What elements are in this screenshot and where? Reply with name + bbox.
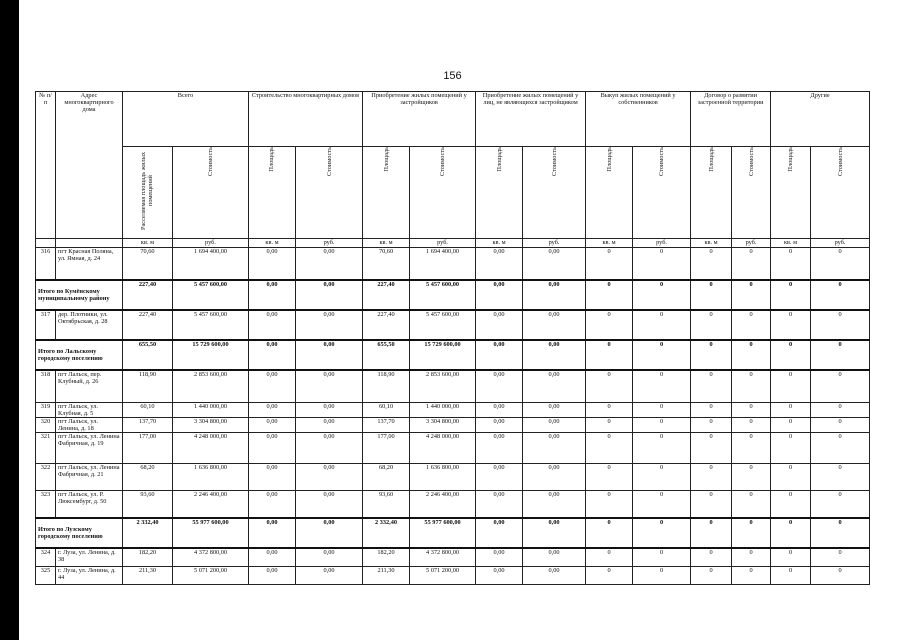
value-cell: 0 xyxy=(732,491,771,519)
subtotal-label: Итого по Лальскому городскому поселению xyxy=(36,340,123,370)
value-cell: 55 977 600,00 xyxy=(173,518,249,548)
col-header-sub-label: Стоимость xyxy=(325,147,333,177)
value-cell: 0 xyxy=(586,310,633,340)
value-cell: 0 xyxy=(771,491,811,519)
value-cell: 5 457 600,00 xyxy=(173,310,249,340)
value-cell: 0,00 xyxy=(476,567,523,585)
row-number: 316 xyxy=(36,248,56,281)
subtotal-label: Итого по Кумёнскому муниципальному району xyxy=(36,280,123,310)
col-header-sub-label: Стоимость xyxy=(836,147,844,177)
row-number: 320 xyxy=(36,418,56,433)
value-cell: 2 853 600,00 xyxy=(173,370,249,403)
value-cell: 2 246 400,00 xyxy=(173,491,249,519)
value-cell: 0 xyxy=(586,280,633,310)
value-cell: 0 xyxy=(691,567,732,585)
value-cell: 0,00 xyxy=(523,310,586,340)
value-cell: 0 xyxy=(633,464,691,491)
value-cell: 0,00 xyxy=(523,248,586,281)
value-cell: 0,00 xyxy=(523,280,586,310)
value-cell: 68,20 xyxy=(123,464,173,491)
col-header-sub xyxy=(476,147,523,239)
value-cell: 0,00 xyxy=(476,340,523,370)
value-cell: 0,00 xyxy=(296,280,363,310)
unit-label: руб. xyxy=(523,239,586,248)
row-number: 322 xyxy=(36,464,56,491)
value-cell: 211,30 xyxy=(363,567,410,585)
col-header-sub-label: Площадь xyxy=(382,147,390,172)
group-header-other: Другие xyxy=(771,92,870,147)
col-header-sub-label: Площадь xyxy=(495,147,503,172)
value-cell: 2 853 600,00 xyxy=(410,370,476,403)
row-address: пгт Красная Поляна, ул. Ямная, д. 24 xyxy=(56,248,123,281)
value-cell: 2 246 400,00 xyxy=(410,491,476,519)
value-cell: 3 304 800,00 xyxy=(173,418,249,433)
unit-label: руб. xyxy=(811,239,870,248)
value-cell: 0 xyxy=(811,310,870,340)
value-cell: 0,00 xyxy=(296,340,363,370)
value-cell: 0 xyxy=(633,310,691,340)
value-cell: 0 xyxy=(771,403,811,418)
value-cell: 0,00 xyxy=(523,433,586,464)
value-cell: 0,00 xyxy=(476,433,523,464)
col-header-sub xyxy=(410,147,476,239)
value-cell: 0 xyxy=(811,403,870,418)
value-cell: 0 xyxy=(771,248,811,281)
table-row xyxy=(36,548,870,567)
value-cell: 0 xyxy=(811,340,870,370)
units-cell-empty xyxy=(56,239,123,248)
value-cell: 2 332,40 xyxy=(123,518,173,548)
value-cell: 0 xyxy=(691,403,732,418)
value-cell: 0 xyxy=(586,567,633,585)
value-cell: 0,00 xyxy=(523,567,586,585)
row-address: пгт Лальск, ул. Р. Люксембург, д. 50 xyxy=(56,491,123,519)
row-address: г. Луза, ул. Ленина, д. 44 xyxy=(56,567,123,585)
table-row xyxy=(36,464,870,491)
value-cell: 0 xyxy=(732,548,771,567)
value-cell: 0 xyxy=(771,280,811,310)
value-cell: 227,40 xyxy=(363,280,410,310)
value-cell: 0,00 xyxy=(476,403,523,418)
col-header-sub-label: Стоимость xyxy=(747,147,755,177)
col-header-sub-label: Стоимость xyxy=(550,147,558,177)
col-header-sub-label: Расселяемая площадь жилых помещений xyxy=(140,152,155,230)
value-cell: 0,00 xyxy=(296,248,363,281)
value-cell: 0,00 xyxy=(523,464,586,491)
value-cell: 0,00 xyxy=(249,464,296,491)
table-row xyxy=(36,418,870,433)
value-cell: 0,00 xyxy=(296,518,363,548)
table-row xyxy=(36,310,870,340)
value-cell: 137,70 xyxy=(363,418,410,433)
header-row-groups xyxy=(36,92,870,147)
value-cell: 0,00 xyxy=(476,418,523,433)
value-cell: 1 440 000,00 xyxy=(173,403,249,418)
group-header-buyout: Выкуп жилых помещений у собственников xyxy=(586,92,691,147)
col-header-sub xyxy=(732,147,771,239)
unit-label: кв. м xyxy=(249,239,296,248)
subtotal-row xyxy=(36,280,870,310)
value-cell: 5 457 600,00 xyxy=(410,310,476,340)
value-cell: 0,00 xyxy=(249,548,296,567)
value-cell: 0 xyxy=(633,491,691,519)
value-cell: 1 636 800,00 xyxy=(410,464,476,491)
units-cell-empty xyxy=(36,239,56,248)
value-cell: 0 xyxy=(633,403,691,418)
value-cell: 0,00 xyxy=(249,248,296,281)
col-header-sub xyxy=(811,147,870,239)
table-row xyxy=(36,248,870,281)
value-cell: 0 xyxy=(691,491,732,519)
value-cell: 0,00 xyxy=(476,248,523,281)
value-cell: 0 xyxy=(771,418,811,433)
value-cell: 0 xyxy=(691,464,732,491)
unit-label: кв. м xyxy=(363,239,410,248)
subtotal-label: Итого по Лузскому городскому поселению xyxy=(36,518,123,548)
value-cell: 0 xyxy=(586,548,633,567)
value-cell: 0 xyxy=(732,518,771,548)
value-cell: 0 xyxy=(771,340,811,370)
value-cell: 0 xyxy=(633,518,691,548)
value-cell: 1 694 400,00 xyxy=(173,248,249,281)
value-cell: 182,20 xyxy=(363,548,410,567)
value-cell: 0 xyxy=(633,280,691,310)
value-cell: 177,00 xyxy=(363,433,410,464)
value-cell: 0,00 xyxy=(296,370,363,403)
value-cell: 655,50 xyxy=(123,340,173,370)
value-cell: 0 xyxy=(811,370,870,403)
col-header-sub xyxy=(523,147,586,239)
value-cell: 0 xyxy=(811,518,870,548)
col-header-sub xyxy=(691,147,732,239)
value-cell: 0 xyxy=(691,310,732,340)
value-cell: 0,00 xyxy=(296,464,363,491)
value-cell: 0 xyxy=(586,340,633,370)
row-address: пгт Лальск, пер. Клубный, д. 26 xyxy=(56,370,123,403)
value-cell: 0 xyxy=(586,491,633,519)
value-cell: 118,90 xyxy=(123,370,173,403)
unit-label: кв. м xyxy=(476,239,523,248)
col-header-sub-label: Площадь xyxy=(707,147,715,172)
value-cell: 0 xyxy=(811,548,870,567)
col-header-address: Адрес многоквартирного дома xyxy=(56,92,123,239)
unit-label: руб. xyxy=(633,239,691,248)
value-cell: 0 xyxy=(586,464,633,491)
value-cell: 0,00 xyxy=(296,433,363,464)
table-body xyxy=(36,248,870,585)
header-row-subcolumns xyxy=(36,147,870,239)
value-cell: 0 xyxy=(691,518,732,548)
value-cell: 0,00 xyxy=(249,403,296,418)
row-address: дер. Плотники, ул. Октябрьская, д. 28 xyxy=(56,310,123,340)
row-number: 325 xyxy=(36,567,56,585)
value-cell: 0 xyxy=(771,370,811,403)
col-header-sub-label: Площадь xyxy=(787,147,795,172)
col-header-sub xyxy=(586,147,633,239)
value-cell: 0 xyxy=(732,567,771,585)
value-cell: 0,00 xyxy=(249,340,296,370)
unit-label: кв. м xyxy=(771,239,811,248)
value-cell: 0 xyxy=(771,548,811,567)
value-cell: 2 332,40 xyxy=(363,518,410,548)
row-address: пгт Лальск, ул. Ленина Фабричная, д. 19 xyxy=(56,433,123,464)
row-address: пгт Лальск, ул. Клубная, д. 5 xyxy=(56,403,123,418)
value-cell: 0 xyxy=(732,464,771,491)
value-cell: 4 248 000,00 xyxy=(410,433,476,464)
value-cell: 0,00 xyxy=(249,518,296,548)
value-cell: 0 xyxy=(633,567,691,585)
value-cell: 0 xyxy=(771,433,811,464)
unit-label: руб. xyxy=(173,239,249,248)
value-cell: 93,60 xyxy=(123,491,173,519)
value-cell: 0 xyxy=(633,248,691,281)
col-header-sub-label: Площадь xyxy=(268,147,276,172)
value-cell: 0 xyxy=(633,370,691,403)
value-cell: 0 xyxy=(732,310,771,340)
value-cell: 0 xyxy=(811,418,870,433)
value-cell: 0,00 xyxy=(296,567,363,585)
value-cell: 211,30 xyxy=(123,567,173,585)
value-cell: 0 xyxy=(732,370,771,403)
value-cell: 68,20 xyxy=(363,464,410,491)
value-cell: 0,00 xyxy=(296,548,363,567)
row-address: пгт Лальск, ул. Ленина, д. 18 xyxy=(56,418,123,433)
value-cell: 70,60 xyxy=(363,248,410,281)
value-cell: 4 372 800,00 xyxy=(410,548,476,567)
value-cell: 0 xyxy=(691,248,732,281)
group-header-total: Всего xyxy=(123,92,249,147)
value-cell: 0,00 xyxy=(523,548,586,567)
row-number: 321 xyxy=(36,433,56,464)
value-cell: 5 071 200,00 xyxy=(173,567,249,585)
row-number: 317 xyxy=(36,310,56,340)
row-number: 324 xyxy=(36,548,56,567)
value-cell: 5 071 200,00 xyxy=(410,567,476,585)
col-header-sub-label: Стоимость xyxy=(206,147,214,177)
value-cell: 0 xyxy=(586,418,633,433)
value-cell: 0,00 xyxy=(476,280,523,310)
value-cell: 0,00 xyxy=(476,491,523,519)
value-cell: 0 xyxy=(691,340,732,370)
value-cell: 0 xyxy=(811,280,870,310)
value-cell: 0,00 xyxy=(476,548,523,567)
value-cell: 0 xyxy=(811,464,870,491)
group-header-purchase-non-developers: Приобретение жилых помещений у лиц, не являющихся застройщиком xyxy=(476,92,586,147)
group-header-development-agreement: Договор о развитии застроенной территории xyxy=(691,92,771,147)
scan-edge-bar xyxy=(0,0,19,640)
value-cell: 0 xyxy=(732,403,771,418)
subtotal-row xyxy=(36,340,870,370)
row-number: 319 xyxy=(36,403,56,418)
value-cell: 0 xyxy=(633,340,691,370)
col-header-sub xyxy=(173,147,249,239)
col-header-sub xyxy=(296,147,363,239)
col-header-sub-label: Площадь xyxy=(605,147,613,172)
col-header-sub xyxy=(633,147,691,239)
value-cell: 0 xyxy=(811,567,870,585)
value-cell: 0 xyxy=(732,418,771,433)
value-cell: 93,60 xyxy=(363,491,410,519)
row-number: 323 xyxy=(36,491,56,519)
header-row-units xyxy=(36,239,870,248)
subtotal-row xyxy=(36,518,870,548)
value-cell: 0,00 xyxy=(476,310,523,340)
value-cell: 1 440 000,00 xyxy=(410,403,476,418)
value-cell: 0 xyxy=(691,280,732,310)
value-cell: 0 xyxy=(732,280,771,310)
unit-label: руб. xyxy=(732,239,771,248)
value-cell: 60,10 xyxy=(123,403,173,418)
unit-label: кв. м xyxy=(691,239,732,248)
value-cell: 0 xyxy=(771,518,811,548)
value-cell: 0 xyxy=(771,464,811,491)
value-cell: 182,20 xyxy=(123,548,173,567)
value-cell: 0,00 xyxy=(249,310,296,340)
value-cell: 0,00 xyxy=(523,403,586,418)
value-cell: 0,00 xyxy=(296,418,363,433)
group-header-construction: Строительство многоквартирных домов xyxy=(249,92,363,147)
value-cell: 3 304 800,00 xyxy=(410,418,476,433)
value-cell: 0,00 xyxy=(476,518,523,548)
value-cell: 70,60 xyxy=(123,248,173,281)
value-cell: 0,00 xyxy=(296,491,363,519)
value-cell: 177,00 xyxy=(123,433,173,464)
value-cell: 0,00 xyxy=(523,418,586,433)
value-cell: 4 372 800,00 xyxy=(173,548,249,567)
unit-label: кв. м xyxy=(586,239,633,248)
row-address: пгт Лальск, ул. Ленина Фабричная, д. 21 xyxy=(56,464,123,491)
value-cell: 0,00 xyxy=(523,340,586,370)
value-cell: 0 xyxy=(633,418,691,433)
value-cell: 227,40 xyxy=(123,310,173,340)
value-cell: 118,90 xyxy=(363,370,410,403)
col-header-sub xyxy=(363,147,410,239)
value-cell: 0 xyxy=(732,340,771,370)
row-address: г. Луза, ул. Ленина, д. 38 xyxy=(56,548,123,567)
value-cell: 0 xyxy=(811,491,870,519)
value-cell: 0 xyxy=(732,433,771,464)
value-cell: 137,70 xyxy=(123,418,173,433)
col-header-sub xyxy=(123,147,173,239)
page-number: 156 xyxy=(443,70,462,82)
value-cell: 1 694 400,00 xyxy=(410,248,476,281)
value-cell: 0 xyxy=(586,370,633,403)
table-row xyxy=(36,370,870,403)
value-cell: 0 xyxy=(732,248,771,281)
value-cell: 0,00 xyxy=(296,403,363,418)
table-row xyxy=(36,491,870,519)
resettlement-table xyxy=(35,91,870,585)
value-cell: 0,00 xyxy=(296,310,363,340)
value-cell: 0 xyxy=(586,403,633,418)
value-cell: 0 xyxy=(771,310,811,340)
col-header-sub-label: Стоимость xyxy=(439,147,446,177)
value-cell: 1 636 800,00 xyxy=(173,464,249,491)
value-cell: 0,00 xyxy=(249,280,296,310)
value-cell: 0 xyxy=(811,248,870,281)
table-row xyxy=(36,403,870,418)
value-cell: 0,00 xyxy=(249,491,296,519)
col-header-sub xyxy=(249,147,296,239)
table-row xyxy=(36,433,870,464)
value-cell: 0 xyxy=(633,548,691,567)
col-header-no: № п/п xyxy=(36,92,56,239)
value-cell: 0 xyxy=(691,418,732,433)
value-cell: 0 xyxy=(633,433,691,464)
value-cell: 655,50 xyxy=(363,340,410,370)
value-cell: 15 729 600,00 xyxy=(173,340,249,370)
value-cell: 0,00 xyxy=(476,370,523,403)
value-cell: 0,00 xyxy=(523,491,586,519)
value-cell: 5 457 600,00 xyxy=(173,280,249,310)
value-cell: 0 xyxy=(691,433,732,464)
value-cell: 4 248 000,00 xyxy=(173,433,249,464)
value-cell: 5 457 600,00 xyxy=(410,280,476,310)
row-number: 318 xyxy=(36,370,56,403)
value-cell: 0,00 xyxy=(523,518,586,548)
value-cell: 0 xyxy=(586,248,633,281)
value-cell: 0 xyxy=(586,433,633,464)
value-cell: 0 xyxy=(811,433,870,464)
value-cell: 227,40 xyxy=(363,310,410,340)
value-cell: 0 xyxy=(691,548,732,567)
value-cell: 60,10 xyxy=(363,403,410,418)
col-header-sub xyxy=(771,147,811,239)
value-cell: 15 729 600,00 xyxy=(410,340,476,370)
unit-label: кв. м xyxy=(123,239,173,248)
value-cell: 0,00 xyxy=(249,370,296,403)
value-cell: 0,00 xyxy=(249,433,296,464)
value-cell: 0 xyxy=(771,567,811,585)
col-header-sub-label: Стоимость xyxy=(658,147,666,177)
value-cell: 227,40 xyxy=(123,280,173,310)
table-row xyxy=(36,567,870,585)
value-cell: 0,00 xyxy=(249,418,296,433)
value-cell: 0,00 xyxy=(523,370,586,403)
value-cell: 0,00 xyxy=(249,567,296,585)
unit-label: руб. xyxy=(410,239,476,248)
value-cell: 0 xyxy=(691,370,732,403)
value-cell: 55 977 600,00 xyxy=(410,518,476,548)
group-header-purchase-developers: Приобретение жилых помещений у застройщиков xyxy=(363,92,476,147)
unit-label: руб. xyxy=(296,239,363,248)
value-cell: 0,00 xyxy=(476,464,523,491)
value-cell: 0 xyxy=(586,518,633,548)
